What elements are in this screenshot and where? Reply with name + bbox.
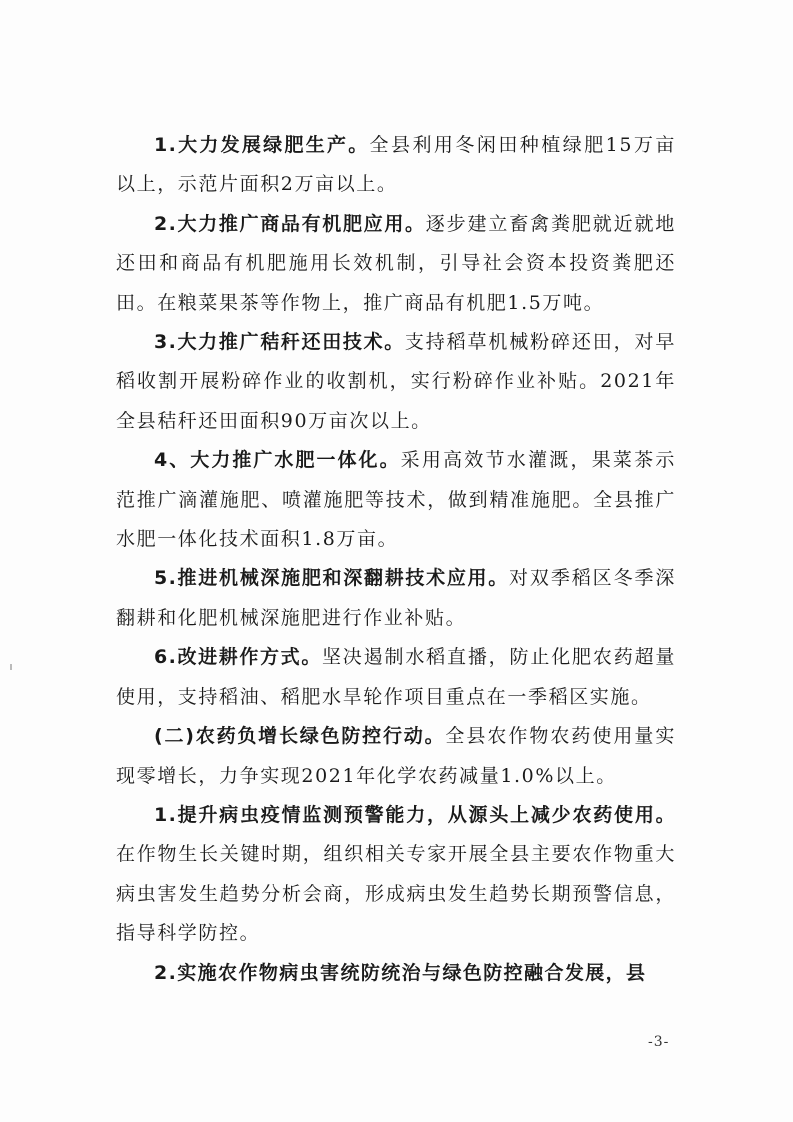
paragraph-straw-return: [116, 323, 676, 441]
paragraph-heading: 1.提升病虫疫情监测预警能力，从源头上减少农药使用。: [154, 803, 676, 826]
scan-artifact: [10, 664, 12, 670]
paragraph-heading: 3.大力推广秸秆还田技术。: [154, 331, 405, 354]
section-heading: (二)农药负增长绿色防控行动。: [154, 725, 446, 748]
paragraph-heading: 2.大力推广商品有机肥应用。: [154, 212, 426, 235]
paragraph-text: 全县农作物农药使用量实现零增长，力争实现2021年化学农药减量1.0%以上。: [116, 725, 676, 787]
paragraph-text: 逐步建立畜禽粪肥就近就地还田和商品有机肥施用长效机制，引导社会资本投资粪肥还田。在粮菜果茶等作物上，推广商品有机肥1.5万吨。: [116, 212, 676, 314]
paragraph-text: 全县利用冬闲田种植绿肥15万亩以上，示范片面积2万亩以上。: [116, 134, 676, 196]
paragraph-text: 坚决遏制水稻直播，防止化肥农药超量使用，支持稻油、稻肥水旱轮作项目重点在一季稻区实施。: [116, 646, 677, 708]
page-number: -3-: [648, 1034, 670, 1050]
paragraph-cultivation-method: [116, 638, 676, 717]
paragraph-text: 在作物生长关键时期，组织相关专家开展全县主要农作物重大病虫害发生趋势分析会商，形成病虫发生趋势长期预警信息，指导科学防控。: [116, 843, 676, 945]
document-body: [116, 126, 676, 993]
paragraph-heading: 2.实施农作物病虫害统防统治与绿色防控融合发展，县: [154, 961, 647, 984]
paragraph-pest-monitoring: [116, 796, 676, 954]
paragraph-text: 对双季稻区冬季深翻耕和化肥机械深施肥进行作业补贴。: [116, 567, 677, 629]
paragraph-organic-fertilizer: [116, 205, 676, 323]
paragraph-heading: 4、大力推广水肥一体化。: [154, 449, 401, 472]
paragraph-text: 采用高效节水灌溉，果菜茶示范推广滴灌施肥、喷灌施肥等技术，做到精准施肥。全县推广水肥一体化技术面积1.8万亩。: [116, 449, 676, 551]
paragraph-text: 支持稻草机械粉碎还田，对早稻收割开展粉碎作业的收割机，实行粉碎作业补贴。2021年全县秸秆还田面积90万亩次以上。: [116, 331, 676, 432]
paragraph-green-manure: [116, 126, 676, 205]
paragraph-pesticide-action: [116, 717, 676, 796]
paragraph-heading: 1.大力发展绿肥生产。: [154, 134, 370, 156]
paragraph-heading: 6.改进耕作方式。: [154, 646, 322, 669]
paragraph-integrated-control: [116, 954, 676, 993]
paragraph-heading: 5.推进机械深施肥和深翻耕技术应用。: [154, 567, 509, 590]
paragraph-deep-fertilization: [116, 559, 676, 638]
paragraph-water-fertilizer: [116, 441, 676, 559]
